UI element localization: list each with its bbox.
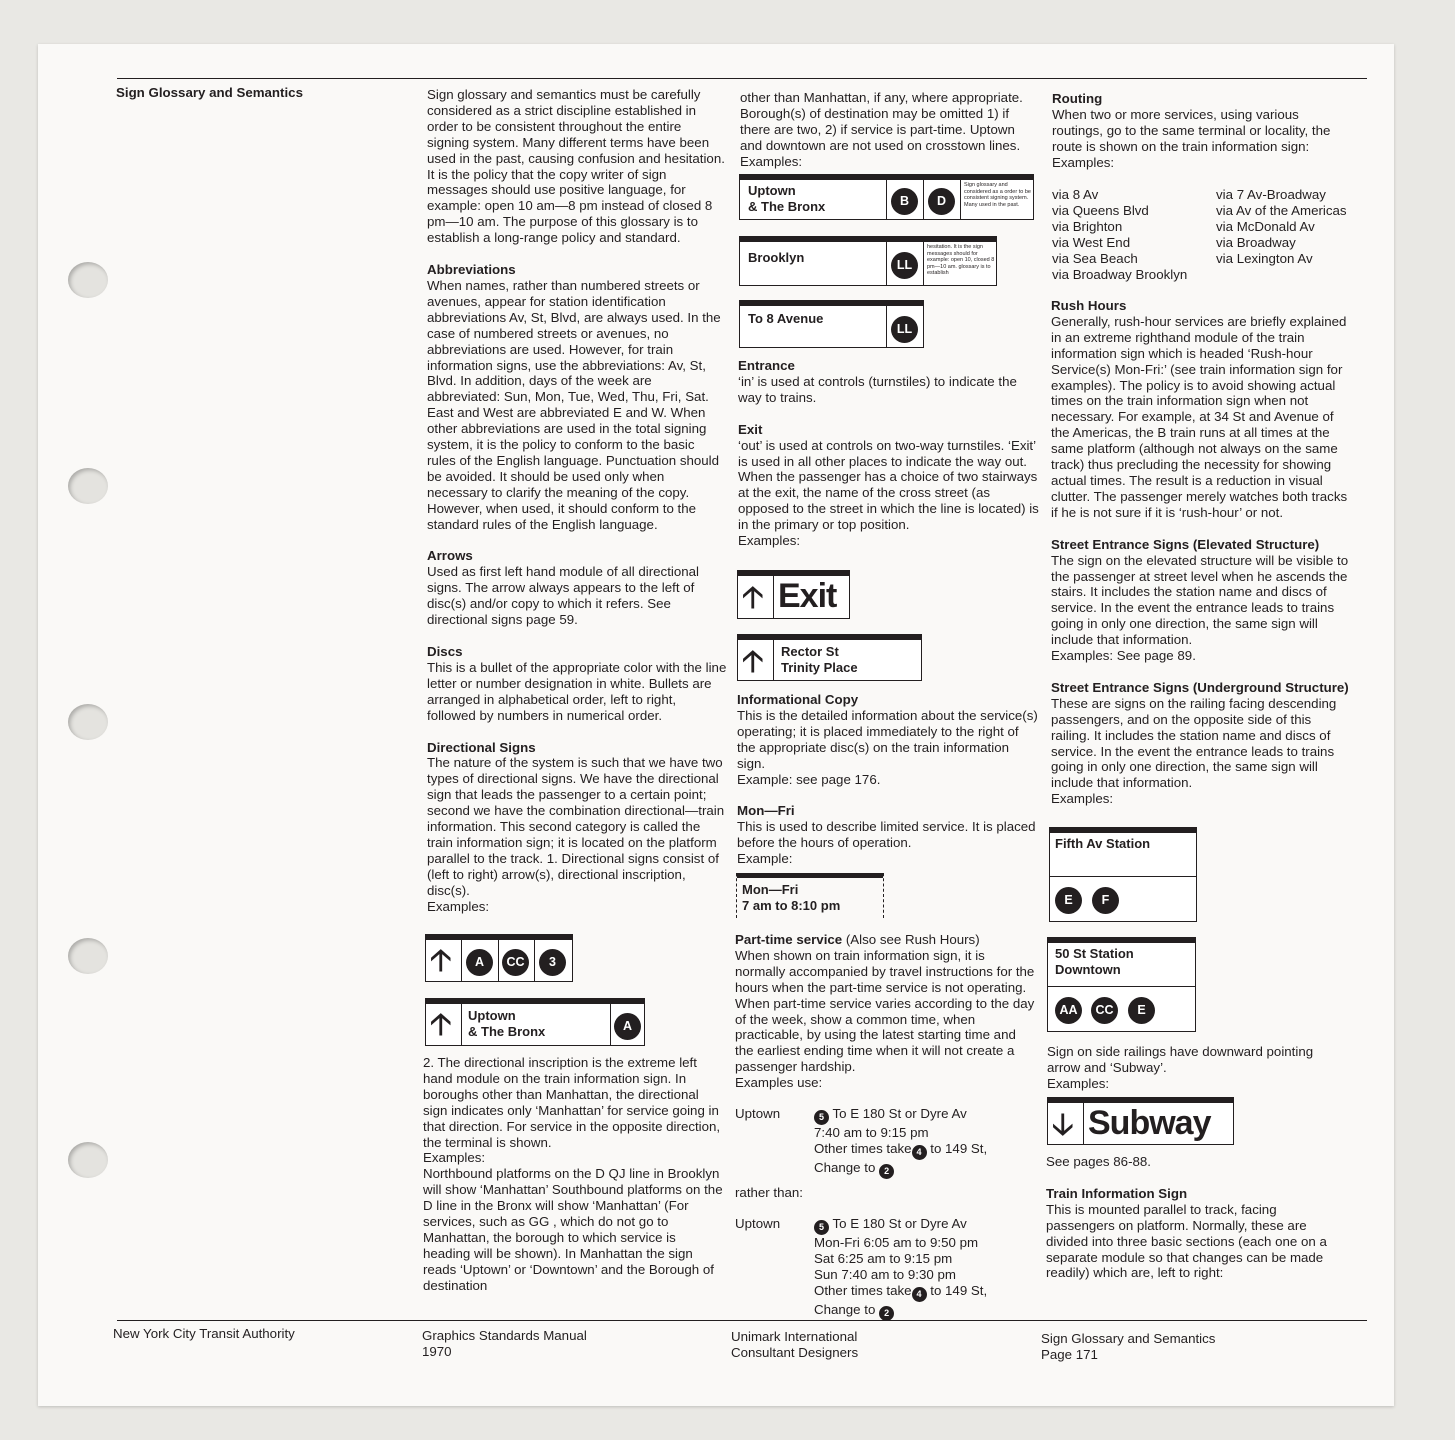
- rush-hours-heading: Rush Hours: [1051, 298, 1127, 313]
- examples-label: Examples:: [1052, 154, 1115, 170]
- examples-label: Examples:: [1047, 1075, 1110, 1091]
- line: To E 180 St or Dyre Av: [832, 1216, 967, 1231]
- train-sign-uptown-bronx: [739, 174, 1034, 220]
- binder-hole: [68, 1142, 108, 1178]
- disc-e: E: [1128, 997, 1155, 1024]
- column-2-info: [737, 692, 1039, 867]
- sign-info-copy: hesitation. It is the sign messages should for example: open 10, closed 8 pm—10 am. glossary is to establish: [927, 244, 995, 276]
- column-1-continued: [423, 1055, 725, 1294]
- abbreviations-text: When names, rather than numbered streets or avenues, appear for station identification abbreviations Av, St, Blvd, are always used. In the case of numbered streets or avenues, no abbreviations are used. However, for train information signs, use the abbreviations: Av, St, Blvd. In addition, days of the week are abbreviated: Sun, Mon, Tue, Wed, Thu, Fri, Sat. East and West are abbreviated E and W. When other abbreviations are used in the total signing system, it is the policy to conform to the basic rules of the English language. Punctuation should be avoided. It should be used only when necessary to clarify the meaning of the copy. However, when used, it should conform to the standard rules of the English language.: [427, 277, 721, 532]
- via-item: via McDonald Av: [1216, 218, 1315, 234]
- via-item: via Queens Blvd: [1052, 202, 1149, 218]
- arrows-heading: Arrows: [427, 548, 473, 564]
- rather-than-label: rather than:: [735, 1185, 804, 1200]
- disc-f: F: [1092, 887, 1119, 914]
- sign-line-2: & The Bronx: [468, 1024, 546, 1039]
- underground-text: These are signs on the railing facing descending passengers, and on the opposite side of this railing. It includes the station name and discs of service. In the event the entrance leads to trains going in only one direction, the same sign will include that information.: [1051, 695, 1337, 791]
- column-1: [427, 87, 727, 915]
- elevated-example: Examples: See page 89.: [1051, 648, 1196, 664]
- station-name: Fifth Av Station: [1055, 836, 1151, 851]
- footer-manual-title: Graphics Standards Manual: [422, 1328, 587, 1343]
- sign-line-2: 7 am to 8:10 pm: [742, 898, 841, 913]
- examples-label: Examples:: [423, 1150, 486, 1166]
- disc-a: A: [614, 1013, 641, 1040]
- station-direction: Downtown: [1055, 962, 1121, 977]
- via-item: via Broadway Brooklyn: [1052, 266, 1188, 282]
- train-info-text: This is mounted parallel to track, facing passengers on platform. Normally, these are divided into three basic sections (each one on a separate module so that changes can be made readily) which are, left to right:: [1046, 1201, 1327, 1281]
- disc-aa: AA: [1055, 997, 1082, 1024]
- elevated-text: The sign on the elevated structure will be visible to the passenger at street level when he ascends the stairs. It includes the station name and discs of service. In the event the entrance leads to trains going in only one direction, the same sign will include that information.: [1051, 552, 1349, 648]
- page-title: Sign Glossary and Semantics: [116, 85, 303, 100]
- exit-label: Exit: [778, 577, 837, 615]
- sign-label: Brooklyn: [748, 250, 805, 265]
- disc-5: 5: [814, 1220, 829, 1235]
- line: to 149 St,: [930, 1140, 988, 1156]
- disc-3: 3: [539, 949, 566, 976]
- via-item: via Sea Beach: [1052, 250, 1138, 266]
- column-2-entrance-exit: [738, 358, 1040, 549]
- disc-b: B: [891, 188, 918, 215]
- sign-line-1: Uptown: [468, 1008, 516, 1023]
- rector-street-sign: [737, 634, 922, 681]
- example-2-copy: [814, 1216, 1014, 1321]
- subway-sign: [1047, 1097, 1234, 1145]
- examples-use-label: Examples use:: [735, 1075, 823, 1091]
- exit-heading: Exit: [738, 421, 763, 437]
- binder-hole: [68, 262, 108, 298]
- line: 7:40 am to 9:15 pm: [814, 1125, 929, 1140]
- up-arrow-icon: 🡡: [742, 645, 764, 678]
- station-name: 50 St Station: [1055, 946, 1134, 961]
- entrance-heading: Entrance: [738, 358, 795, 373]
- exit-sign: [737, 570, 850, 619]
- footer-manual: [422, 1328, 587, 1360]
- line: Change to: [814, 1159, 876, 1175]
- column-2: [740, 90, 1040, 170]
- informational-text: This is the detailed information about the service(s) operating; it is placed immediately to the right of the appropriate disc(s) on the train information sign.: [737, 707, 1038, 771]
- column-3-rush: [1051, 298, 1351, 807]
- disc-2: 2: [879, 1306, 894, 1321]
- railing-text: Sign on side railings have downward pointing arrow and ‘Subway’.: [1047, 1044, 1314, 1075]
- see-pages: See pages 86-88.: [1046, 1154, 1151, 1169]
- footer-firm: [731, 1329, 858, 1361]
- abbreviations-heading: Abbreviations: [427, 262, 516, 278]
- footer-firm-name: Unimark International: [731, 1329, 858, 1344]
- line: To E 180 St or Dyre Av: [832, 1106, 967, 1121]
- example-label: Example:: [737, 851, 793, 867]
- footer-authority: New York City Transit Authority: [113, 1326, 295, 1341]
- mon-fri-text: This is used to describe limited service. It is placed before the hours of operation.: [737, 819, 1036, 851]
- footer-section: [1041, 1331, 1215, 1363]
- examples-label: Examples:: [1051, 791, 1114, 807]
- footer-firm-role: Consultant Designers: [731, 1345, 859, 1360]
- line: Sat 6:25 am to 9:15 pm: [814, 1250, 953, 1266]
- line: Change to: [814, 1301, 876, 1317]
- part-time-note: (Also see Rush Hours): [842, 932, 980, 947]
- examples-label: Examples:: [740, 153, 803, 169]
- train-info-heading: Train Information Sign: [1046, 1185, 1188, 1201]
- column-2-part-time: [735, 932, 1037, 1091]
- top-rule: [117, 78, 1367, 79]
- via-item: via 7 Av-Broadway: [1216, 187, 1326, 202]
- mon-fri-sign: [736, 873, 884, 918]
- sign-line-1: Mon—Fri: [742, 882, 799, 897]
- line: Mon-Fri 6:05 am to 9:50 pm: [814, 1235, 979, 1250]
- example-1-label: Uptown: [735, 1106, 781, 1121]
- via-item: via Broadway: [1216, 234, 1296, 250]
- binder-hole: [68, 468, 108, 504]
- line: to 149 St,: [930, 1282, 988, 1298]
- arrows-text: Used as first left hand module of all directional signs. The arrow always appears to the left of disc(s) and/or copy to which it refers. See directional signs page 59.: [427, 564, 699, 628]
- part-time-text: When shown on train information sign, it is normally accompanied by travel instructions for the hours when the part-time service is not operating. When part-time service varies according to the day of the week, show a common time, when practicable, by using the latest starting time and the earliest ending time when it will not create a passenger hardship.: [735, 947, 1035, 1075]
- binder-hole: [68, 704, 108, 740]
- footer-section-title: Sign Glossary and Semantics: [1041, 1331, 1216, 1346]
- entrance-text: ‘in’ is used at controls (turnstiles) to indicate the way to trains.: [738, 373, 1017, 405]
- mon-fri-heading: Mon—Fri: [737, 803, 795, 819]
- directional-heading: Directional Signs: [427, 739, 536, 755]
- down-arrow-icon: 🡣: [1052, 1108, 1074, 1141]
- via-item: via West End: [1052, 234, 1131, 250]
- disc-cc: CC: [1091, 997, 1118, 1024]
- up-arrow-icon: 🡡: [430, 944, 452, 977]
- via-item: via 8 Av: [1052, 187, 1099, 202]
- via-item: via Lexington Av: [1216, 250, 1313, 266]
- discs-text: This is a bullet of the appropriate color with the line letter or number designation in white. Bullets are arranged in alphabetical order, left to right, followed by numbers in numerical order.: [427, 659, 727, 723]
- disc-a: A: [466, 949, 493, 976]
- via-list-right: [1216, 187, 1376, 267]
- underground-heading: Street Entrance Signs (Underground Structure): [1051, 679, 1349, 695]
- discs-heading: Discs: [427, 644, 463, 659]
- directional-examples-text: Northbound platforms on the D QJ line in Brooklyn will show ‘Manhattan’ Southbound platforms on the D line in the Bronx will show ‘Manhattan’ (For services, such as GG , which do not go to Manhattan, the borough to which service is heading will be shown). In Manhattan the sign reads ‘Uptown’ or ‘Downtown’ and the Borough of destination: [423, 1166, 723, 1293]
- up-arrow-icon: 🡡: [742, 581, 764, 614]
- disc-cc: CC: [502, 949, 529, 976]
- disc-4: 4: [912, 1287, 927, 1302]
- up-arrow-icon: 🡡: [430, 1008, 452, 1041]
- train-sign-8-avenue: [739, 300, 924, 348]
- directional-text-2: 2. The directional inscription is the extreme left hand module on the train information sign. In boroughs other than Manhattan, the directional sign indicates only ‘Manhattan’ for service going in that direction. For service in the opposite direction, the terminal is shown.: [423, 1055, 721, 1150]
- column-3-routing: [1052, 91, 1352, 171]
- sign-line-2: Trinity Place: [781, 660, 858, 675]
- informational-heading: Informational Copy: [737, 692, 859, 707]
- continued-text: other than Manhattan, if any, where appropriate. Borough(s) of destination may be omitted 1) if there are two, 2) if service is part-time. Uptown and downtown are not used on crosstown lines.: [740, 90, 1023, 153]
- fifth-av-station-sign: [1049, 827, 1197, 922]
- disc-2: 2: [879, 1164, 894, 1179]
- example-1-copy: [814, 1106, 1014, 1179]
- bottom-rule: [117, 1320, 1367, 1321]
- routing-text: When two or more services, using various routings, go to the same terminal or locality, the route is shown on the train information sign:: [1052, 106, 1331, 154]
- directional-sign-discs: [425, 934, 573, 982]
- column-3-train-info: [1046, 1154, 1348, 1281]
- binder-hole: [68, 938, 108, 974]
- disc-4: 4: [912, 1145, 927, 1160]
- via-item: via Brighton: [1052, 218, 1123, 234]
- disc-e: E: [1055, 887, 1082, 914]
- routing-heading: Routing: [1052, 91, 1103, 106]
- informational-example: Example: see page 176.: [737, 771, 881, 787]
- sign-line-1: Uptown: [748, 183, 796, 198]
- intro-text: Sign glossary and semantics must be carefully considered as a strict discipline established in order to be consistent throughout the entire signing system. Many different terms have been used in the past, causing confusion and hesitation. It is the policy that the copy writer of sign messages should use positive language, for example: open 10 am—8 pm instead of closed 8 pm—10 am. The purpose of this glossary is to establish a long-range policy and standard.: [427, 87, 725, 246]
- line: Other times take: [814, 1140, 912, 1156]
- example-2-label: Uptown: [735, 1216, 781, 1231]
- train-sign-brooklyn: [739, 236, 997, 286]
- line: Sun 7:40 am to 9:30 pm: [814, 1266, 956, 1282]
- line: Other times take: [814, 1282, 912, 1298]
- directional-sign-uptown: [425, 998, 645, 1046]
- page-number: Page 171: [1041, 1347, 1098, 1362]
- rush-hours-text: Generally, rush-hour services are briefly explained in an extreme righthand module of the train information sign which is headed ‘Rush-hour Service(s) Mon-Fri:’ (see train information sign for examples). The policy is to avoid showing actual times on the train information sign when not necessary. For example, at 34 St and Avenue of the Americas, the B train runs at all times at the same platform (although not always on the same track) thus precluding the necessity for showing actual times. The result is a reduction in visual clutter. The passenger merely watches both tracks if he is not sure if it is ‘rush-hour’ or not.: [1051, 313, 1348, 520]
- part-time-heading: Part-time service: [735, 932, 843, 947]
- column-3-railing: [1047, 1044, 1349, 1092]
- examples-label: Examples:: [738, 533, 801, 549]
- sign-line-2: & The Bronx: [748, 199, 826, 214]
- directional-text: The nature of the system is such that we have two types of directional signs. We have the directional sign that leads the passenger to a certain point; second we have the combination directional—train information. This second category is called the train information sign; it is located on the platform parallel to the track. 1. Directional signs consist of (left to right) arrow(s), directional inscription, disc(s).: [427, 755, 725, 898]
- subway-label: Subway: [1088, 1104, 1211, 1142]
- footer-year: 1970: [422, 1344, 452, 1359]
- elevated-heading: Street Entrance Signs (Elevated Structure): [1051, 536, 1320, 552]
- sign-label: To 8 Avenue: [748, 311, 824, 326]
- disc-ll: LL: [891, 252, 918, 279]
- 50-st-station-sign: [1047, 937, 1196, 1032]
- sign-line-1: Rector St: [781, 644, 839, 659]
- disc-5: 5: [814, 1110, 829, 1125]
- via-list-left: [1052, 187, 1212, 282]
- disc-ll: LL: [891, 316, 918, 343]
- sign-info-copy: Sign glossary and considered as a order to be consistent signing system. Many used in the past.: [964, 182, 1031, 208]
- exit-text: ‘out’ is used at controls on two-way turnstiles. ‘Exit’ is used in all other places to indicate the way out. When the passenger has a choice of two stairways at the exit, the name of the cross street (as opposed to the street in which the line is located) is in the primary or top position.: [738, 437, 1039, 533]
- disc-d: D: [928, 188, 955, 215]
- examples-label: Examples:: [427, 898, 490, 914]
- via-item: via Av of the Americas: [1216, 202, 1347, 218]
